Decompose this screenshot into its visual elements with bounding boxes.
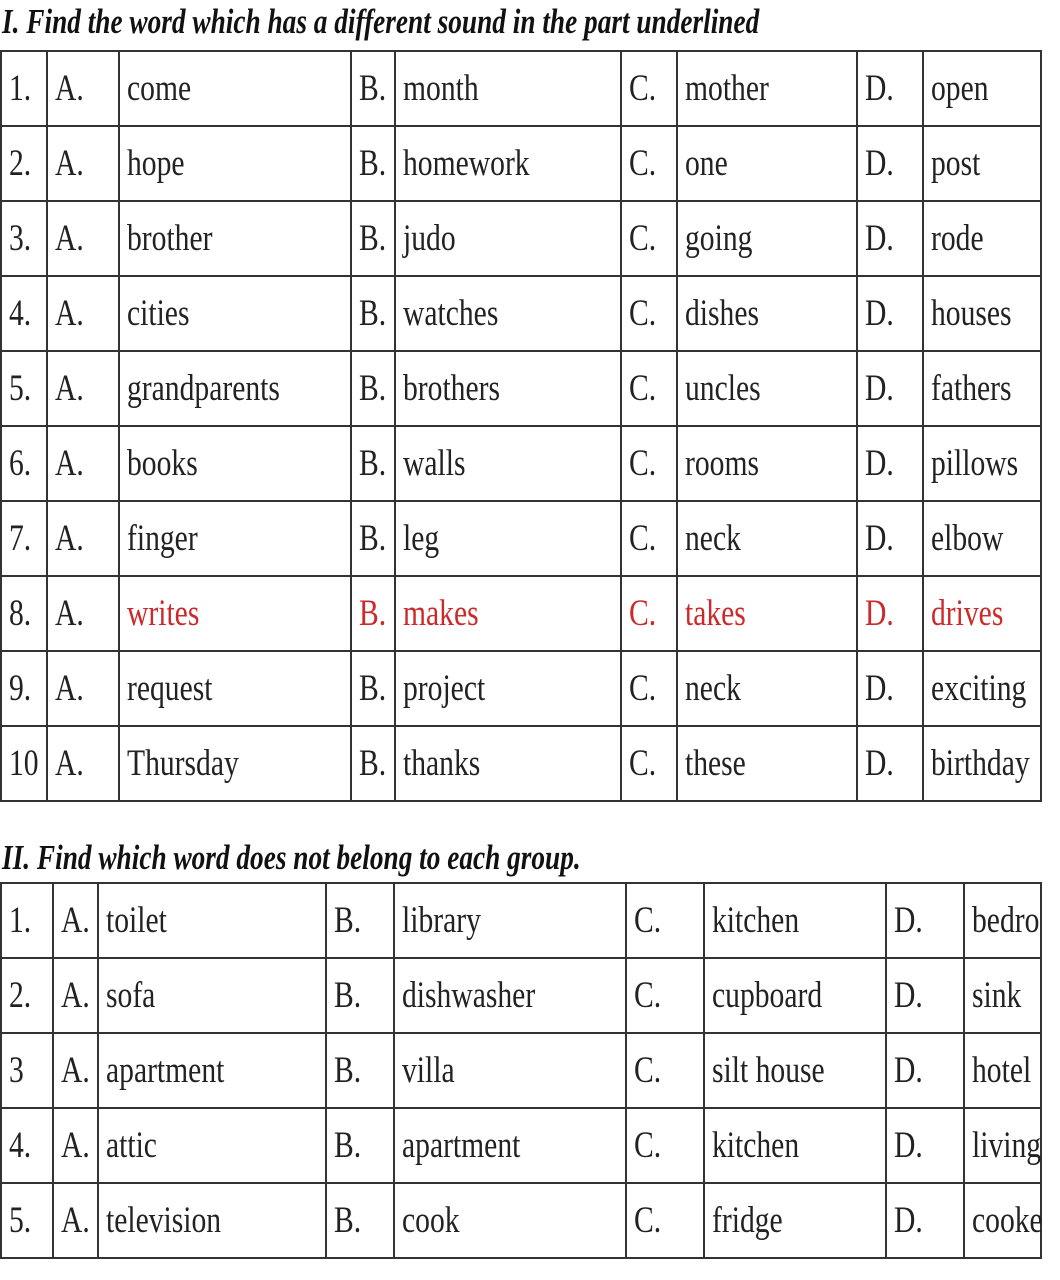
question-row [1,651,1041,726]
cell-text: B. [359,593,387,634]
option-d-word [964,1033,1041,1108]
cell-text: 8. [9,593,32,634]
option-c-word [677,651,857,726]
option-d-word [923,51,1041,126]
cell-text: sofa [106,975,156,1016]
cell-text: D. [865,443,894,484]
question-row [1,576,1041,651]
option-b-letter [326,1183,394,1258]
cell-text: books [127,443,198,484]
question-row [1,958,1041,1033]
cell-text: A. [61,975,90,1016]
option-b-word [395,276,621,351]
cell-text: C. [629,68,657,109]
cell-text: B. [334,1200,362,1241]
cell-text: D. [894,900,923,941]
cell-text: B. [359,218,387,259]
cell-text: C. [629,293,657,334]
question-number [1,51,47,126]
cell-text: grandparents [127,368,280,409]
option-c-letter [621,51,677,126]
option-d-letter [886,883,964,958]
cell-text: kitchen [712,1125,800,1166]
cell-text: A. [55,68,84,109]
option-d-letter [857,126,923,201]
option-c-letter [626,883,704,958]
question-number [1,576,47,651]
cell-text: A. [61,1200,90,1241]
cell-text: houses [931,293,1012,334]
option-c-letter [621,426,677,501]
question-number [1,426,47,501]
cell-text: D. [865,143,894,184]
cell-text: D. [894,975,923,1016]
option-b-letter [326,1033,394,1108]
cell-text: attic [106,1125,157,1166]
odd-one-out-table [0,882,1042,1259]
option-b-word [394,883,626,958]
option-d-word [923,501,1041,576]
option-a-letter [47,51,119,126]
cell-text: elbow [931,518,1004,559]
question-number [1,958,53,1033]
option-a-letter [47,651,119,726]
question-row [1,1033,1041,1108]
cell-text: open [931,68,989,109]
option-a-word [119,726,351,801]
option-a-word [119,51,351,126]
option-a-letter [47,576,119,651]
cell-text: neck [685,668,741,709]
question-row [1,276,1041,351]
question-number [1,651,47,726]
cell-text: brothers [403,368,500,409]
cell-text: makes [403,593,479,634]
cell-text: cities [127,293,190,334]
cell-text: A. [55,143,84,184]
option-d-word [923,426,1041,501]
cell-text: going [685,218,753,259]
question-number [1,126,47,201]
cell-text: uncles [685,368,761,409]
option-b-word [395,651,621,726]
cell-text: C. [634,1200,662,1241]
cell-text: walls [403,443,466,484]
option-a-letter [53,1183,98,1258]
cell-text: A. [55,518,84,559]
odd-one-out-table-body [1,883,1041,1258]
option-b-word [395,426,621,501]
option-c-letter [626,958,704,1033]
option-b-letter [351,426,395,501]
cell-text: cooke [972,1200,1043,1241]
option-c-word [677,276,857,351]
question-number [1,726,47,801]
cell-text: watches [403,293,499,334]
option-d-letter [857,576,923,651]
option-a-letter [47,726,119,801]
cell-text: B. [359,293,387,334]
question-row [1,1108,1041,1183]
option-d-word [923,351,1041,426]
option-c-letter [621,276,677,351]
option-b-letter [351,726,395,801]
option-d-word [964,1183,1041,1258]
section-2-title: II. Find which word does not belong to each group. [2,838,581,877]
option-a-word [98,883,326,958]
option-c-letter [621,576,677,651]
cell-text: hotel [972,1050,1032,1091]
cell-text: finger [127,518,198,559]
cell-text: A. [61,1125,90,1166]
option-c-word [677,51,857,126]
option-a-word [119,276,351,351]
option-c-letter [626,1033,704,1108]
option-c-word [704,1033,886,1108]
option-d-letter [857,426,923,501]
cell-text: C. [629,443,657,484]
question-row [1,501,1041,576]
cell-text: villa [402,1050,455,1091]
option-d-word [923,126,1041,201]
cell-text: pillows [931,443,1019,484]
cell-text: exciting [931,668,1027,709]
cell-text: neck [685,518,741,559]
cell-text: one [685,143,728,184]
cell-text: 7. [9,518,32,559]
cell-text: D. [865,68,894,109]
cell-text: A. [61,900,90,941]
option-a-letter [47,276,119,351]
option-a-letter [53,883,98,958]
cell-text: these [685,743,746,784]
cell-text: judo [403,218,456,259]
cell-text: come [127,68,192,109]
cell-text: B. [359,143,387,184]
cell-text: takes [685,593,746,634]
cell-text: mother [685,68,769,109]
option-d-word [923,576,1041,651]
option-c-word [677,351,857,426]
option-b-word [395,126,621,201]
option-b-word [395,351,621,426]
option-a-letter [53,1108,98,1183]
cell-text: D. [865,668,894,709]
question-row [1,883,1041,958]
option-a-word [119,576,351,651]
option-b-word [395,51,621,126]
option-b-letter [326,958,394,1033]
option-a-letter [47,501,119,576]
cell-text: dishes [685,293,759,334]
cell-text: apartment [106,1050,225,1091]
cell-text: D. [894,1050,923,1091]
option-a-letter [53,958,98,1033]
option-a-word [119,426,351,501]
cell-text: D. [865,518,894,559]
cell-text: 3 [9,1050,24,1091]
question-row [1,351,1041,426]
option-c-letter [626,1108,704,1183]
option-a-word [119,501,351,576]
cell-text: C. [629,743,657,784]
cell-text: hope [127,143,185,184]
cell-text: D. [865,368,894,409]
cell-text: brother [127,218,213,259]
cell-text: B. [359,518,387,559]
option-d-word [964,1108,1041,1183]
cell-text: B. [334,1050,362,1091]
option-a-letter [53,1033,98,1108]
option-d-letter [857,201,923,276]
cell-text: C. [634,975,662,1016]
option-a-letter [47,201,119,276]
question-number [1,883,53,958]
cell-text: B. [359,443,387,484]
option-c-letter [621,201,677,276]
cell-text: A. [55,743,84,784]
cell-text: sink [972,975,1022,1016]
option-a-word [98,1183,326,1258]
option-b-word [395,501,621,576]
cell-text: C. [629,518,657,559]
cell-text: dishwasher [402,975,536,1016]
question-row [1,726,1041,801]
cell-text: 6. [9,443,32,484]
cell-text: rooms [685,443,759,484]
option-d-letter [886,1183,964,1258]
cell-text: Thursday [127,743,239,784]
question-number [1,1183,53,1258]
cell-text: C. [629,593,657,634]
option-d-word [923,726,1041,801]
option-d-letter [886,1108,964,1183]
cell-text: 10 [9,743,39,784]
cell-text: C. [629,143,657,184]
option-c-word [677,501,857,576]
option-c-letter [621,726,677,801]
option-d-word [923,201,1041,276]
cell-text: D. [865,218,894,259]
cell-text: D. [894,1125,923,1166]
cell-text: B. [359,743,387,784]
cell-text: D. [865,593,894,634]
cell-text: B. [334,1125,362,1166]
option-b-letter [351,126,395,201]
cell-text: B. [334,900,362,941]
option-b-word [394,1183,626,1258]
option-a-word [98,1033,326,1108]
question-number [1,276,47,351]
cell-text: apartment [402,1125,521,1166]
question-number [1,1033,53,1108]
option-d-letter [857,351,923,426]
cell-text: A. [55,443,84,484]
cell-text: A. [61,1050,90,1091]
cell-text: C. [629,668,657,709]
option-b-letter [351,51,395,126]
cell-text: post [931,143,981,184]
option-b-word [395,726,621,801]
option-a-letter [47,426,119,501]
option-d-letter [886,1033,964,1108]
cell-text: toilet [106,900,167,941]
option-b-letter [351,651,395,726]
option-c-word [704,883,886,958]
question-row [1,1183,1041,1258]
cell-text: B. [334,975,362,1016]
option-b-letter [326,1108,394,1183]
option-d-letter [886,958,964,1033]
option-d-letter [857,276,923,351]
option-b-letter [351,576,395,651]
cell-text: television [106,1200,222,1241]
option-a-word [98,1108,326,1183]
option-d-letter [857,651,923,726]
section-1-title: I. Find the word which has a different sound in the part underlined [2,2,760,41]
cell-text: A. [55,668,84,709]
question-number [1,501,47,576]
cell-text: A. [55,593,84,634]
cell-text: 1. [9,68,32,109]
cell-text: 2. [9,143,32,184]
option-b-letter [351,276,395,351]
pronunciation-table-body [1,51,1041,801]
cell-text: 5. [9,1200,32,1241]
option-d-letter [857,51,923,126]
cell-text: B. [359,68,387,109]
cell-text: kitchen [712,900,800,941]
cell-text: A. [55,368,84,409]
question-row [1,51,1041,126]
option-c-word [677,426,857,501]
cell-text: thanks [403,743,481,784]
option-d-word [923,651,1041,726]
option-b-letter [351,201,395,276]
option-c-word [677,726,857,801]
option-c-word [677,576,857,651]
cell-text: writes [127,593,200,634]
cell-text: leg [403,518,440,559]
cell-text: 4. [9,293,32,334]
option-a-letter [47,126,119,201]
cell-text: 1. [9,900,32,941]
question-row [1,201,1041,276]
option-c-word [704,1183,886,1258]
cell-text: A. [55,218,84,259]
option-a-word [119,651,351,726]
option-a-word [119,201,351,276]
cell-text: C. [629,218,657,259]
cell-text: cupboard [712,975,823,1016]
cell-text: D. [865,293,894,334]
option-c-letter [621,126,677,201]
option-b-word [394,958,626,1033]
option-c-word [677,126,857,201]
option-b-letter [351,501,395,576]
option-b-word [394,1033,626,1108]
cell-text: month [403,68,479,109]
cell-text: 3. [9,218,32,259]
cell-text: silt house [712,1050,825,1091]
cell-text: library [402,900,481,941]
question-row [1,126,1041,201]
question-number [1,1108,53,1183]
option-b-word [395,201,621,276]
option-d-letter [857,501,923,576]
option-b-word [394,1108,626,1183]
cell-text: B. [359,368,387,409]
pronunciation-table [0,50,1042,802]
cell-text: 4. [9,1125,32,1166]
cell-text: rode [931,218,984,259]
question-number [1,351,47,426]
option-a-word [119,126,351,201]
cell-text: drives [931,593,1004,634]
cell-text: C. [629,368,657,409]
cell-text: D. [894,1200,923,1241]
cell-text: A. [55,293,84,334]
option-c-word [704,1108,886,1183]
cell-text: C. [634,1125,662,1166]
option-a-word [119,351,351,426]
question-row [1,426,1041,501]
cell-text: 9. [9,668,32,709]
cell-text: living [972,1125,1042,1166]
option-b-letter [351,351,395,426]
cell-text: C. [634,900,662,941]
cell-text: birthday [931,743,1030,784]
option-c-word [704,958,886,1033]
option-c-letter [621,351,677,426]
option-d-word [923,276,1041,351]
option-d-word [964,883,1041,958]
cell-text: fathers [931,368,1012,409]
cell-text: bedro [972,900,1040,941]
option-b-letter [326,883,394,958]
cell-text: homework [403,143,530,184]
cell-text: request [127,668,213,709]
cell-text: C. [634,1050,662,1091]
option-b-word [395,576,621,651]
cell-text: fridge [712,1200,783,1241]
cell-text: 2. [9,975,32,1016]
option-c-word [677,201,857,276]
option-d-word [964,958,1041,1033]
option-c-letter [621,651,677,726]
option-a-letter [47,351,119,426]
option-d-letter [857,726,923,801]
cell-text: B. [359,668,387,709]
cell-text: D. [865,743,894,784]
cell-text: cook [402,1200,460,1241]
option-a-word [98,958,326,1033]
question-number [1,201,47,276]
cell-text: project [403,668,486,709]
option-c-letter [626,1183,704,1258]
cell-text: 5. [9,368,32,409]
option-c-letter [621,501,677,576]
